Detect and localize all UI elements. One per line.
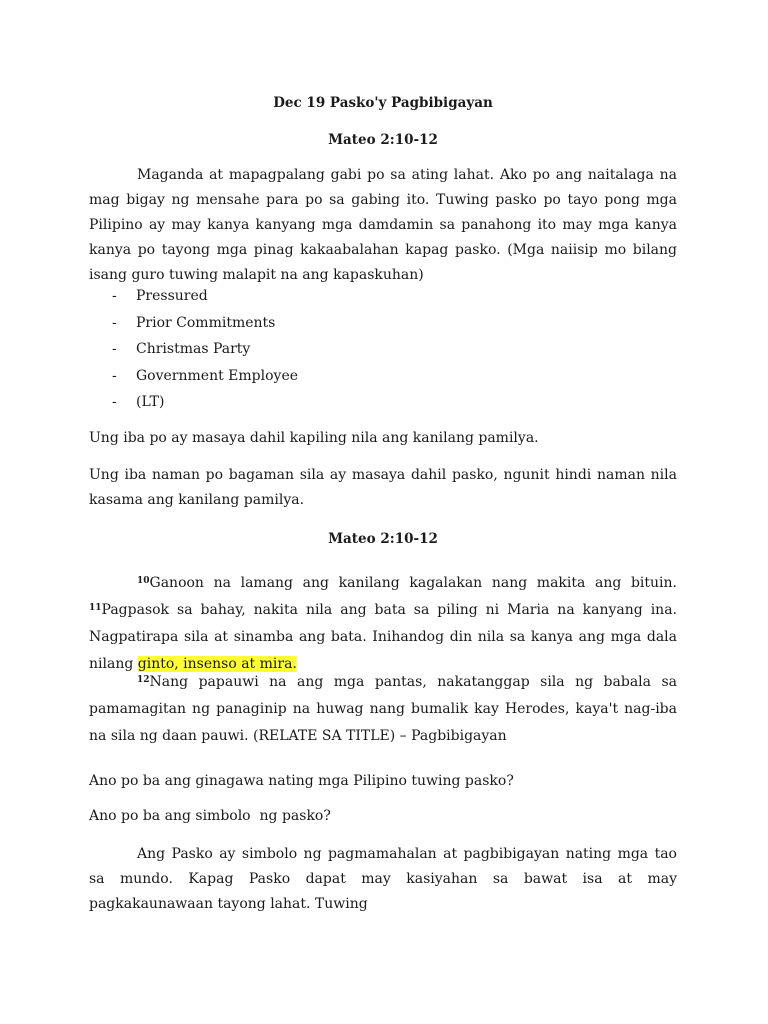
document-title: Dec 19 Pasko'y Pagbibigayan [273,95,493,111]
verse-number: 10 [137,576,150,586]
document-subtitle: Mateo 2:10-12 [328,132,438,148]
without-family-paragraph: Ung iba naman po bagaman sila ay masaya dahil pasko, ngunit hindi naman nila kasama ang kanilang pamilya. [89,467,677,508]
list-item-label: Pressured [136,288,208,304]
list-dash: - [112,288,117,304]
verses-10-11-paragraph [89,570,677,678]
list-item-label: Prior Commitments [136,314,276,331]
list-dash: - [112,314,117,331]
document-page [89,0,677,1024]
list-item [89,363,298,390]
feelings-list [89,283,298,416]
list-item-label: (LT) [136,394,165,410]
highlighted-text: ginto, insenso at mira. [137,656,297,672]
question-1: Ano po ba ang ginagawa nating mga Pilipino tuwing pasko? [89,773,514,789]
closing-paragraph: Ang Pasko ay simbolo ng pagmamahalan at pagbibigayan nating mga tao sa mundo. Kapag Pasko dapat may kasiyahan sa bawat isa at may pagkakaunawaan tayong lahat. Tuwing [89,846,677,912]
intro-paragraph: Maganda at mapagpalang gabi po sa ating lahat. Ako po ang naitalaga na mag bigay ng mensahe para po sa gabing ito. Tuwing pasko po tayo pong mga Pilipino ay may kanya kanyang mga damdamin sa panahong ito may mga kanya kanya po tayong mga pinag kakaabalahan kapag pasko. (Mga naiisip mo bilang isang guro tuwing malapit na ang kapaskuhan) [89,167,677,283]
list-dash: - [112,394,117,410]
verse-11-text: Pagpasok sa bahay, nakita nila ang bata sa piling ni Maria na kanyang ina. Nagpatirapa sila at sinamba ang bata. Inihandog din nila sa kanya ang mga dala nilang [89,602,677,672]
question-2: Ano po ba ang simbolo ng pasko? [89,808,331,824]
list-item-label: Christmas Party [136,341,251,357]
verse-number: 12 [137,675,150,685]
list-dash: - [112,341,117,357]
list-item [89,310,298,337]
verse-number: 11 [89,603,102,613]
verse-12-text: Nang papauwi na ang mga pantas, nakatanggap sila ng babala sa pamamagitan ng panaginip na huwag nang bumalik kay Herodes, kaya't nag-iba na sila ng daan pauwi. (RELATE SA TITLE) – Pagbibigayan [89,674,677,744]
list-dash: - [112,367,117,384]
list-item [89,283,298,310]
list-item [89,389,298,416]
family-paragraph: Ung iba po ay masaya dahil kapiling nila ang kanilang pamilya. [89,430,539,446]
scripture-heading: Mateo 2:10-12 [328,531,438,547]
verse-10-text: Ganoon na lamang ang kanilang kagalakan nang makita ang bituin. [149,575,677,591]
list-item-label: Government Employee [136,367,299,384]
list-item [89,336,298,363]
verse-12-paragraph [89,669,677,750]
